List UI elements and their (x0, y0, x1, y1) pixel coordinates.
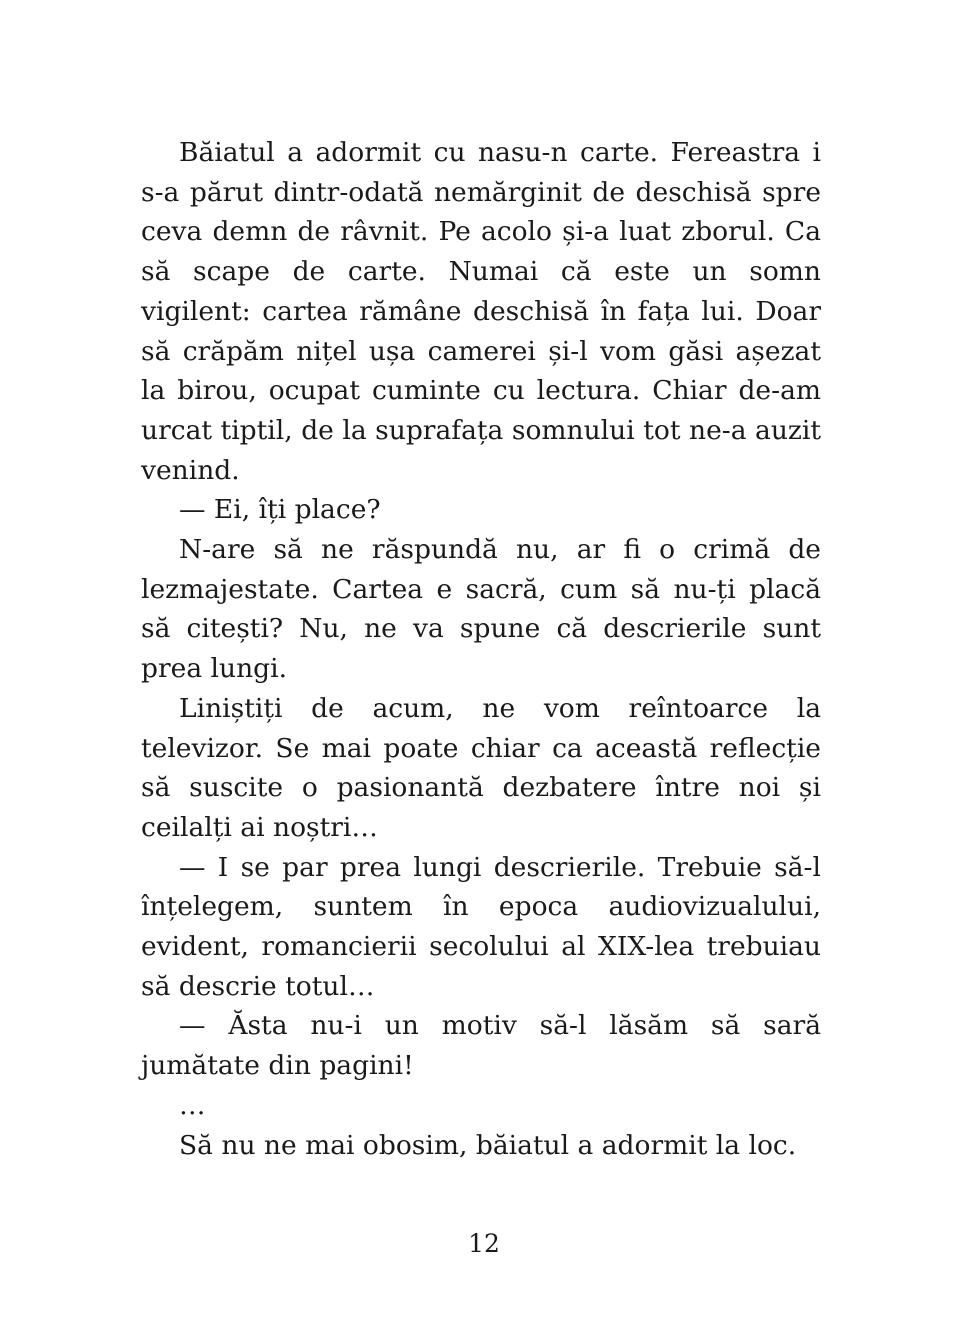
paragraph-6: — Ăsta nu-i un motiv să-l lăsăm să sară jumătate din pagini! (141, 1010, 821, 1082)
paragraph-1: Băiatul a adormit cu nasu-n carte. Fereastra i s-a părut dintr-odată nemărginit de deschisă spre ceva demn de râvnit. Pe acolo și-a luat zborul. Ca să scape de carte. Numai că este un somn vigilent: cartea rămâne deschisă în fața lui. Doar să crăpăm nițel ușa camerei și-l vom găsi așezat la birou, ocupat cuminte cu lectura. Chiar de-am urcat tiptil, de la suprafața somnului tot ne-a auzit venind. (141, 137, 821, 486)
paragraph-5: — I se par prea lungi descrierile. Trebuie să-l înțelegem, suntem în epoca audiovizualului, evident, romancierii secolului al XIX-lea trebuiau să descrie totul… (141, 851, 821, 1002)
paragraph-ellipsis: … (179, 1089, 206, 1121)
paragraph-4: Liniștiți de acum, ne vom reîntoarce la televizor. Se mai poate chiar ca această reflecție să suscite o pasionantă dezbatere între noi și ceilalți ai noștri… (141, 692, 821, 843)
page-body-text (141, 133, 821, 1165)
paragraph-3: N-are să ne răspundă nu, ar fi o crimă de lezmajestate. Cartea e sacră, cum să nu-ți placă să citești? Nu, ne va spune că descrierile sunt prea lungi. (141, 534, 821, 685)
paragraph-2: — Ei, îți place? (179, 494, 381, 526)
paragraph-final: Să nu ne mai obosim, băiatul a adormit la loc. (179, 1129, 797, 1161)
page-number: 12 (468, 1229, 500, 1258)
